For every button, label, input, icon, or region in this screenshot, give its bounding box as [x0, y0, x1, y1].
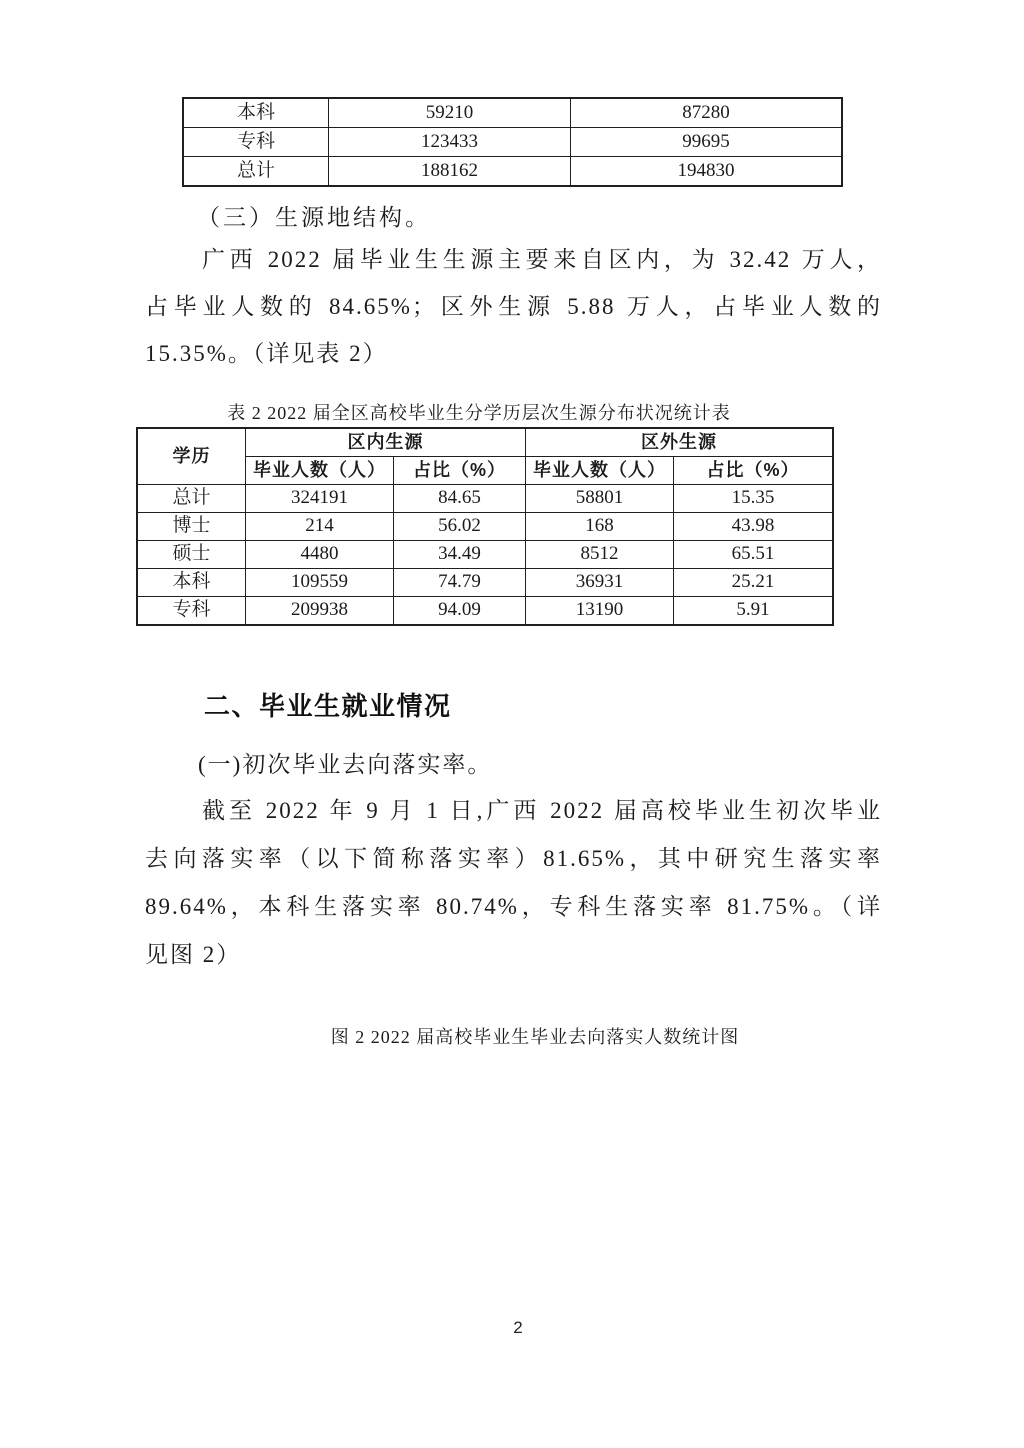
- table-row: [184, 99, 842, 128]
- section-heading-origin: （三）生源地结构。: [197, 205, 431, 230]
- table-cell: 4480: [246, 541, 394, 569]
- employment-paragraph: [145, 787, 882, 979]
- table-cell: 109559: [246, 569, 394, 597]
- table-cell: 188162: [329, 157, 571, 186]
- section-subheading-placement-rate: (一)初次毕业去向落实率。: [198, 752, 493, 777]
- row-label: 专科: [184, 128, 329, 157]
- row-label: 本科: [138, 569, 246, 597]
- paragraph-line: 15.35%。（详见表 2）: [145, 341, 388, 366]
- origin-paragraph: [145, 236, 882, 377]
- table-cell: 58801: [526, 485, 674, 513]
- table-row: [138, 485, 833, 513]
- origin-by-degree-table: [137, 428, 833, 625]
- table-row: [184, 128, 842, 157]
- column-header-count: 毕业人数（人）: [526, 457, 674, 485]
- row-label: 专科: [138, 597, 246, 625]
- table-cell: 8512: [526, 541, 674, 569]
- row-label: 硕士: [138, 541, 246, 569]
- table-cell: 15.35: [674, 485, 833, 513]
- row-label: 总计: [138, 485, 246, 513]
- table-cell: 34.49: [394, 541, 526, 569]
- section-heading-employment: 二、毕业生就业情况: [204, 691, 452, 721]
- paragraph-line: 广西 2022 届毕业生生源主要来自区内，为 32.42 万人，: [202, 247, 882, 272]
- table-cell: 74.79: [394, 569, 526, 597]
- table-header-row: [138, 429, 833, 457]
- page-number: 2: [513, 1318, 523, 1337]
- table-cell: 194830: [571, 157, 842, 186]
- table-row: [138, 513, 833, 541]
- figure2-caption: 图 2 2022 届高校毕业生毕业去向落实人数统计图: [330, 1027, 740, 1047]
- table-cell: 36931: [526, 569, 674, 597]
- paragraph-line: 占毕业人数的 84.65%；区外生源 5.88 万人，占毕业人数的: [145, 294, 882, 319]
- table-cell: 214: [246, 513, 394, 541]
- row-label: 总计: [184, 157, 329, 186]
- row-label: 本科: [184, 99, 329, 128]
- paragraph-line: 89.64%，本科生落实率 80.74%，专科生落实率 81.75%。（详: [145, 894, 882, 919]
- table-cell: 324191: [246, 485, 394, 513]
- table-cell: 25.21: [674, 569, 833, 597]
- column-header-pct: 占比（%）: [394, 457, 526, 485]
- paragraph-line: 去向落实率（以下简称落实率）81.65%，其中研究生落实率: [145, 846, 882, 871]
- table-cell: 65.51: [674, 541, 833, 569]
- paragraph-line: 见图 2）: [145, 942, 242, 967]
- table-cell: 5.91: [674, 597, 833, 625]
- table-cell: 168: [526, 513, 674, 541]
- column-group-outside: 区外生源: [526, 429, 833, 457]
- column-header-count: 毕业人数（人）: [246, 457, 394, 485]
- column-header-pct: 占比（%）: [674, 457, 833, 485]
- table-cell: 87280: [571, 99, 842, 128]
- table-cell: 209938: [246, 597, 394, 625]
- table-cell: 94.09: [394, 597, 526, 625]
- table-row: [138, 541, 833, 569]
- table2-caption: 表 2 2022 届全区高校毕业生分学历层次生源分布状况统计表: [227, 403, 731, 423]
- table-cell: 56.02: [394, 513, 526, 541]
- graduate-count-table: [183, 98, 842, 186]
- table-cell: 99695: [571, 128, 842, 157]
- table-cell: 84.65: [394, 485, 526, 513]
- row-label: 博士: [138, 513, 246, 541]
- table-cell: 123433: [329, 128, 571, 157]
- table-cell: 13190: [526, 597, 674, 625]
- table-row: [184, 157, 842, 186]
- paragraph-line: 截至 2022 年 9 月 1 日,广西 2022 届高校毕业生初次毕业: [202, 798, 882, 823]
- table-cell: 43.98: [674, 513, 833, 541]
- table-row: [138, 569, 833, 597]
- column-header-degree: 学历: [138, 429, 246, 485]
- column-group-inside: 区内生源: [246, 429, 526, 457]
- table-cell: 59210: [329, 99, 571, 128]
- table-row: [138, 597, 833, 625]
